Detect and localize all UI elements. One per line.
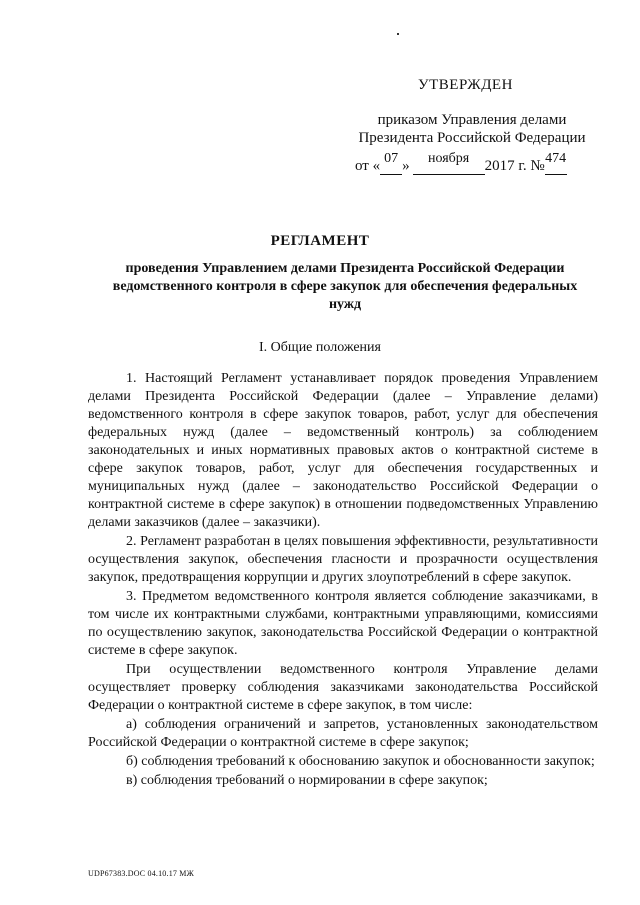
date-prefix: от « [355,158,381,174]
order-date-line [355,151,567,175]
regulation-title: РЕГЛАМЕНТ [270,233,370,249]
list-item-c: в) соблюдения требований о нормировании в сфере закупок; [126,773,488,788]
date-mid: » [402,158,410,174]
list-item-b: б) соблюдения требований к обоснованию закупок и обоснованности закупок; [126,754,595,769]
list-item-a: а) соблюдения ограничений и запретов, установленных законодательством Российской Федерации о контрактной системе в сфере закупок; [88,717,598,750]
approved-by-line1: приказом Управления делами [377,112,567,128]
paragraph-4: При осуществлении ведомственного контроля Управление делами осуществляет проверку соблюдения заказчиками законодательства Российской Федерации о контрактной системе в сфере закупок, в том числе: [88,662,598,713]
approved-title: УТВЕРЖДЕН [418,77,513,93]
year-text: 2017 г. № [484,158,545,174]
paragraph-3: 3. Предметом ведомственного контроля является соблюдение заказчиками, в том числе их контрактными службами, контрактными управляющими, комиссиями по осуществлению закупок, законодательства Российской Федерации о контрактной системе в сфере закупок. [88,589,598,658]
footer-doc-id: UDP67383.DOC 04.10.17 МЖ [88,869,194,878]
month-field: ноября [413,158,485,175]
day-field: 07 [380,158,402,175]
approved-by-line2: Президента Российской Федерации [358,130,586,146]
document-body [88,370,598,791]
regulation-subtitle: проведения Управлением делами Президента Российской Федерации ведомственного контроля в сфере закупок для обеспечения федеральных нужд [112,261,578,312]
paragraph-1: 1. Настоящий Регламент устанавливает порядок проведения Управлением делами Президента Российской Федерации (далее – Управление делами) ведомственного контроля в сфере закупок товаров, работ, услуг для обеспечения федеральных нужд (далее – ведомственный контроль) за соблюдением законодательных и иных нормативных правовых актов о контрактной системе в сфере закупок товаров, работ, услуг для обеспечения государственных и муниципальных нужд (далее – законодательство Российской Федерации о контрактной системе в сфере закупок) в отношении подведомственных Управлению делами заказчиков (далее – заказчики). [88,371,598,530]
paragraph-2: 2. Регламент разработан в целях повышения эффективности, результативности осуществления закупок, обеспечения гласности и прозрачности осуществления закупок, предотвращения коррупции и других злоупотреблений в сфере закупок. [88,534,598,585]
order-number-field: 474 [545,158,567,175]
approval-block [0,0,640,200]
section-title: I. Общие положения [259,340,381,355]
